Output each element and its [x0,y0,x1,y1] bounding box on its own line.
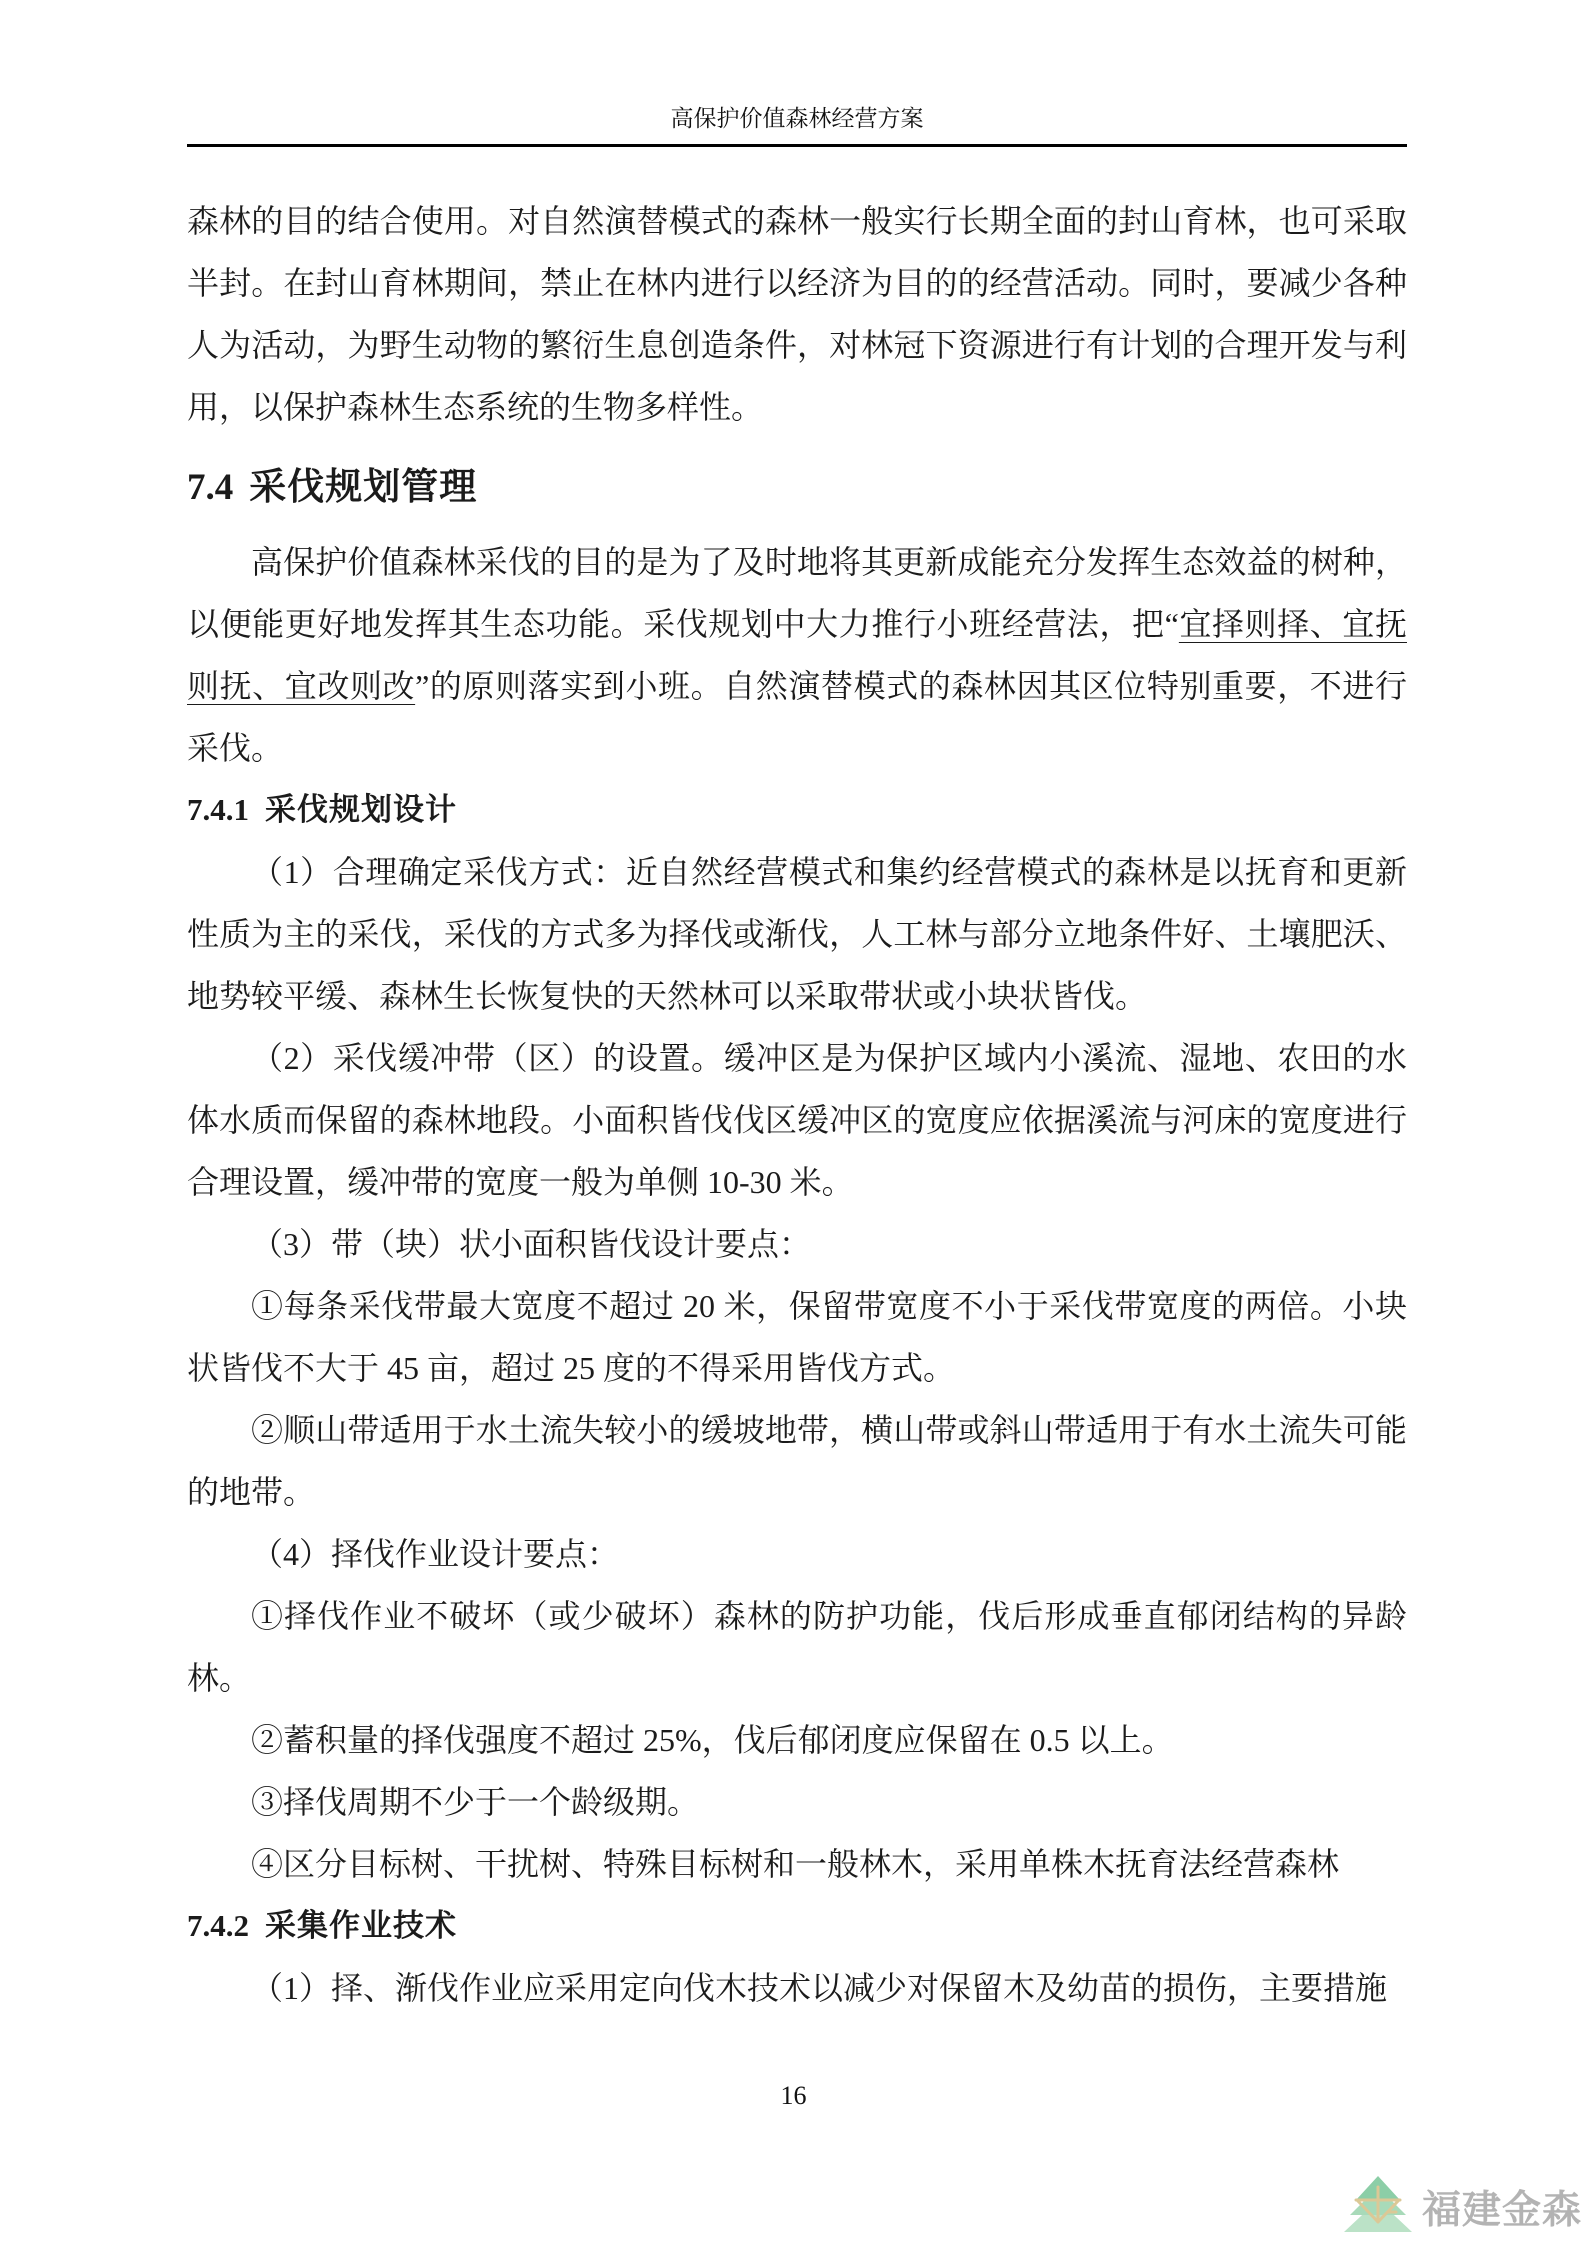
subsection-title: 采集作业技术 [265,1908,457,1943]
underlined-principle-text: 宜择则择、宜抚则抚、宜改则改 [187,606,1407,704]
page-header [187,103,1407,147]
paragraph-item-4-point-4: ④区分目标树、干扰树、特殊目标树和一般林木，采用单株木抚育法经营森林 [251,1846,1340,1882]
logo-wordmark: 福建金森 [1422,2189,1583,2232]
paragraph-item-4-point-3: ③择伐周期不少于一个龄级期。 [251,1784,700,1820]
page-number: 16 [780,2081,807,2110]
subsection-heading-7-4-2 [187,1895,1407,1957]
subsection-title: 采伐规划设计 [265,792,457,827]
section-heading-7-4 [187,452,1407,523]
paragraph-item-1: （1）合理确定采伐方式：近自然经营模式和集约经营模式的森林是以抚育和更新性质为主的采伐，采伐的方式多为择伐或渐伐，人工林与部分立地条件好、土壤肥沃、地势较平缓、森林生长恢复快的天然林可以采取带状或小块状皆伐。 [187,854,1407,1014]
paragraph-item-3-point-1: ①每条采伐带最大宽度不超过 20 米，保留带宽度不小于采伐带宽度的两倍。小块状皆伐不大于 45 亩，超过 25 度的不得采用皆伐方式。 [187,1288,1407,1386]
paragraph-item-2: （2）采伐缓冲带（区）的设置。缓冲区是为保护区域内小溪流、湿地、农田的水体水质而保留的森林地段。小面积皆伐伐区缓冲区的宽度应依据溪流与河床的宽度进行合理设置，缓冲带的宽度一般为单侧 10-30 米。 [187,1040,1407,1200]
paragraph-item-3: （3）带（块）状小面积皆伐设计要点： [251,1226,812,1262]
section-number: 7.4 [187,467,234,508]
document-body [187,190,1407,2019]
subsection-number: 7.4.2 [187,1908,249,1943]
pine-tree-icon [1344,2174,1412,2232]
paragraph-item-3-point-2: ②顺山带适用于水土流失较小的缓坡地带，横山带或斜山带适用于有水土流失可能的地带。 [187,1412,1407,1510]
paragraph-harvest-purpose: 高保护价值森林采伐的目的是为了及时地将其更新成能充分发挥生态效益的树种，以便能更好地发挥其生态功能。采伐规划中大力推行小班经营法，把“宜择则择、宜抚则抚、宜改则改”的原则落实到小班。自然演替模式的森林因其区位特别重要，不进行采伐。 [187,544,1407,766]
company-logo [1344,2174,1582,2232]
header-title: 高保护价值森林经营方案 [670,106,924,131]
subsection-heading-7-4-1 [187,779,1407,841]
paragraph-continuation: 森林的目的结合使用。对自然演替模式的森林一般实行长期全面的封山育林，也可采取半封。在封山育林期间，禁止在林内进行以经济为目的的经营活动。同时，要减少各种人为活动，为野生动物的繁衍生息创造条件，对林冠下资源进行有计划的合理开发与利用，以保护森林生态系统的生物多样性。 [187,203,1407,425]
paragraph-item-4-point-1: ①择伐作业不破坏（或少破坏）森林的防护功能，伐后形成垂直郁闭结构的异龄林。 [187,1598,1407,1696]
paragraph-item-4-point-2: ②蓄积量的择伐强度不超过 25%，伐后郁闭度应保留在 0.5 以上。 [251,1722,1174,1758]
subsection-number: 7.4.1 [187,792,249,827]
paragraph-item-4: （4）择伐作业设计要点： [251,1536,620,1572]
section-title: 采伐规划管理 [249,466,478,507]
paragraph-felling-technique: （1）择、渐伐作业应采用定向伐木技术以减少对保留木及幼苗的损伤，主要措施 [251,1970,1388,2006]
